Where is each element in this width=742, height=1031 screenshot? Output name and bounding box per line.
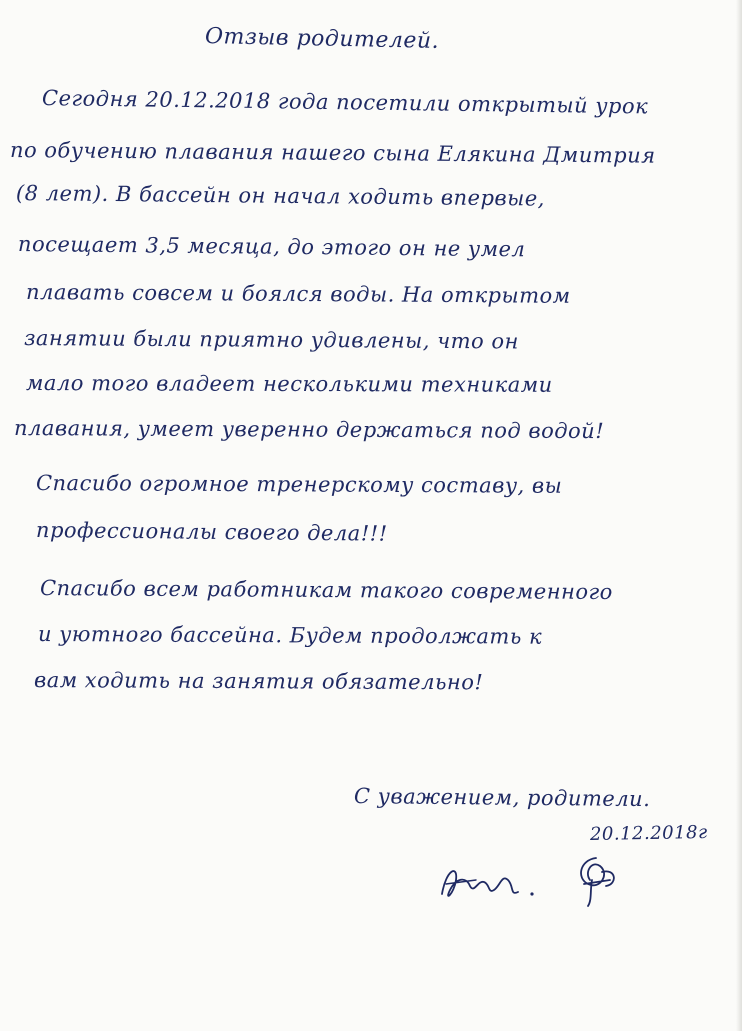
letter-line-7: мало того владеет несколькими техниками: [25, 371, 553, 397]
signature-2: [566, 850, 626, 910]
letter-line-10: профессионалы своего дела!!!: [35, 518, 388, 546]
letter-line-8: плавания, умеет уверенно держаться под водой!: [13, 416, 605, 444]
letter-line-6: занятии были приятно удивлены, что он: [23, 326, 519, 354]
letter-line-12: и уютного бассейна. Будем продолжать к: [37, 622, 543, 649]
letter-title: Отзыв родителей.: [204, 24, 440, 54]
page-edge-shadow: [736, 0, 742, 1031]
letter-date: 20.12.2018г: [589, 821, 708, 845]
letter-line-11: Спасибо всем работникам такого современного: [39, 576, 613, 604]
letter-line-4: посещает 3,5 месяца, до этого он не умел: [17, 232, 526, 262]
signature-1: [436, 850, 556, 910]
letter-closing: С уважением, родители.: [353, 784, 651, 812]
letter-line-9: Спасибо огромное тренерскому составу, вы: [35, 471, 563, 498]
letter-line-13: вам ходить на занятия обязательно!: [33, 668, 484, 695]
letter-line-3: (8 лет). В бассейн он начал ходить впервые,: [15, 181, 546, 211]
letter-line-1: Сегодня 20.12.2018 года посетили открытый урок: [41, 86, 649, 119]
letter-line-2: по обучению плавания нашего сына Елякина Дмитрия: [9, 138, 656, 168]
letter-line-5: плавать совсем и боялся воды. На открытом: [25, 280, 571, 308]
